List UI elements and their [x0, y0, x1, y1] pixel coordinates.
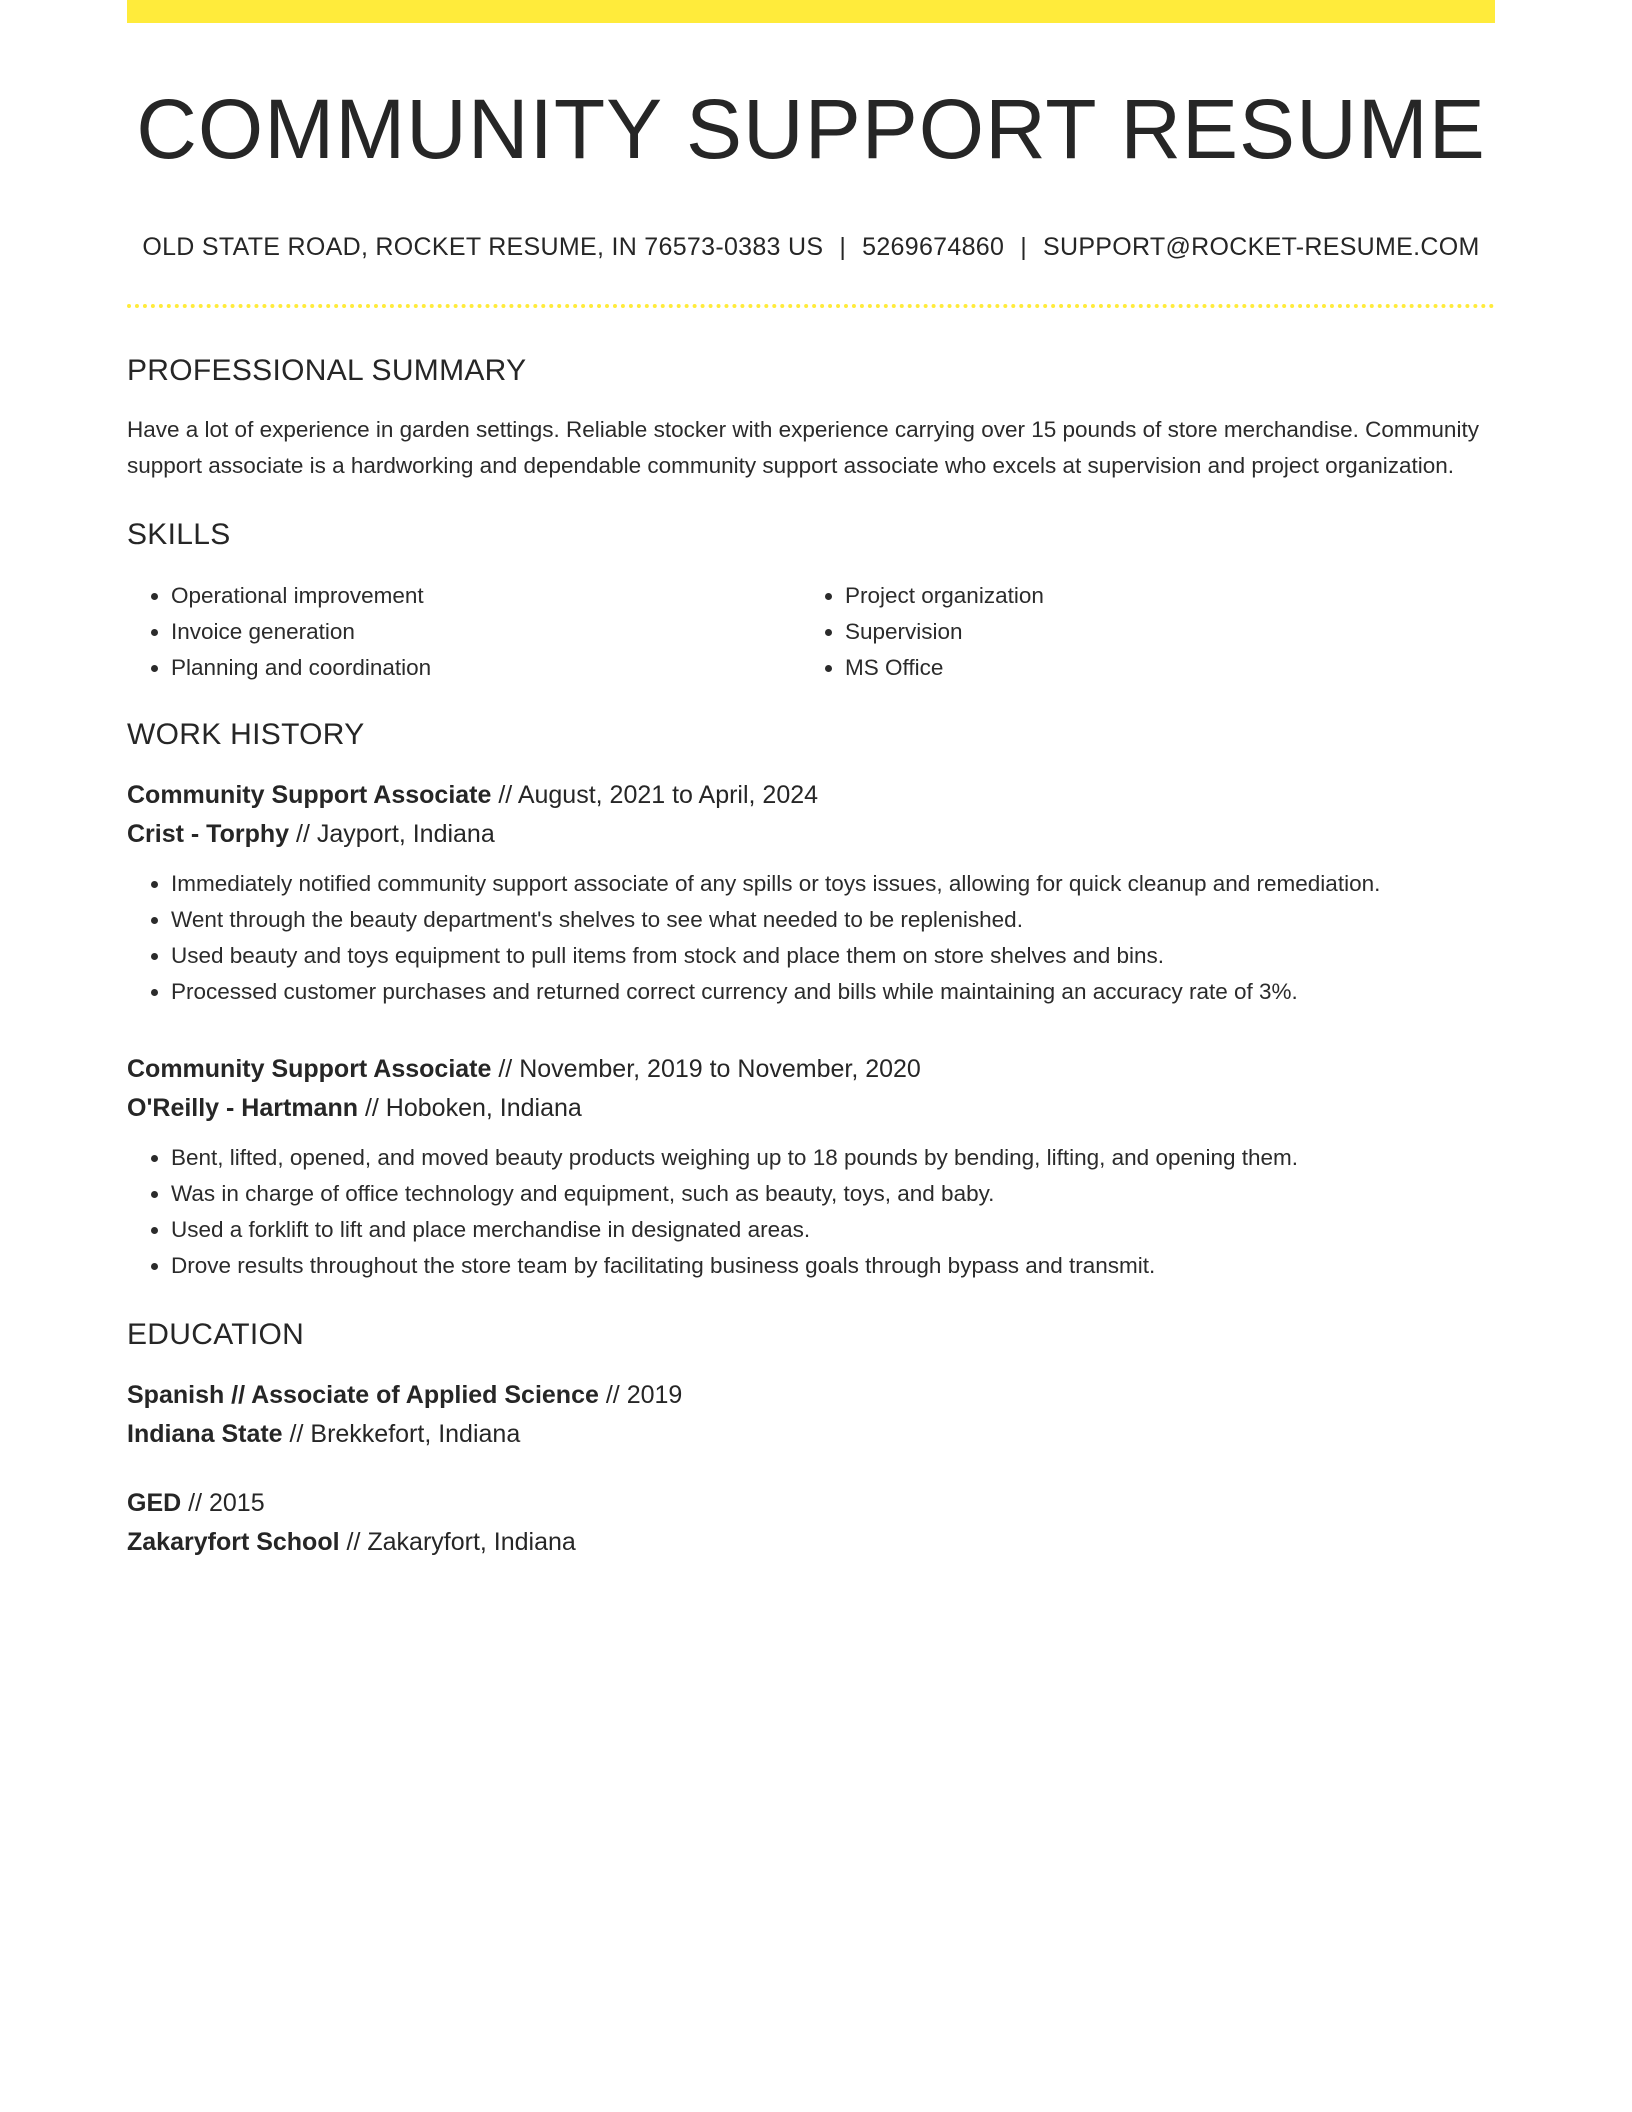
education-year: 2015	[208, 1489, 265, 1518]
education-degree-line	[127, 1484, 1495, 1523]
job-role-line	[127, 776, 1495, 815]
education-separator: //	[339, 1528, 368, 1557]
contact-phone: 5269674860	[862, 233, 1005, 262]
education-entry	[127, 1484, 1495, 1562]
job-company: Crist - Torphy	[127, 820, 290, 849]
contact-separator: |	[839, 233, 847, 262]
job-bullet: • Went through the beauty department's shelves to see what needed to be replenished.	[171, 902, 1495, 938]
job-bullet: • Bent, lifted, opened, and moved beauty products weighing up to 18 pounds by bending, lifting, and opening them.	[171, 1140, 1495, 1176]
summary-text: Have a lot of experience in garden settings. Reliable stocker with experience carrying over 15 pounds of store merchandise. Community support associate is a hardworking and dependable community support associate who excels at supervision and project organization.	[127, 417, 1479, 479]
education-entry	[127, 1376, 1495, 1454]
resume-title: COMMUNITY SUPPORT RESUME	[136, 82, 1486, 176]
job-company-line	[127, 815, 1495, 854]
contact-address: OLD STATE ROAD, ROCKET RESUME, IN 76573-0383 US	[142, 233, 824, 262]
job-bullet: • Was in charge of office technology and equipment, such as beauty, toys, and baby.	[171, 1176, 1495, 1212]
work-history-heading: WORK HISTORY	[127, 718, 365, 752]
education-heading: EDUCATION	[127, 1318, 305, 1352]
summary-heading: PROFESSIONAL SUMMARY	[127, 354, 527, 388]
contact-email: SUPPORT@ROCKET-RESUME.COM	[1042, 233, 1480, 262]
job-separator: //	[491, 781, 518, 810]
contact-line	[127, 233, 1495, 262]
job-location: Hoboken, Indiana	[385, 1094, 582, 1123]
education-school-line	[127, 1523, 1495, 1562]
education-degree: GED	[127, 1489, 182, 1518]
education-location: Brekkefort, Indiana	[310, 1420, 521, 1449]
education-school-line	[127, 1415, 1495, 1454]
education-separator: //	[181, 1489, 209, 1518]
skill-item: • Planning and coordination	[171, 650, 801, 686]
skill-item: • Project organization	[845, 578, 1475, 614]
skills-heading: SKILLS	[127, 518, 231, 552]
education-separator: //	[282, 1420, 311, 1449]
job-entry	[127, 776, 1495, 1010]
job-bullets	[127, 1140, 1495, 1284]
job-bullet: • Processed customer purchases and returned correct currency and bills while maintaining an accuracy rate of 3%.	[171, 974, 1495, 1010]
job-bullet: • Drove results throughout the store team by facilitating business goals through bypass and transmit.	[171, 1248, 1495, 1284]
skill-item: • Supervision	[845, 614, 1475, 650]
job-bullet: • Used beauty and toys equipment to pull items from stock and place them on store shelves and bins.	[171, 938, 1495, 974]
skill-item: • Invoice generation	[171, 614, 801, 650]
job-role-line	[127, 1050, 1495, 1089]
job-dates: August, 2021 to April, 2024	[517, 781, 819, 810]
education-year: 2019	[626, 1381, 683, 1410]
resume-page	[127, 0, 1495, 1562]
education-degree-line	[127, 1376, 1495, 1415]
education-degree: Spanish // Associate of Applied Science	[127, 1381, 599, 1410]
contact-separator: |	[1020, 233, 1027, 262]
job-company: O'Reilly - Hartmann	[127, 1094, 358, 1123]
education-school: Indiana State	[127, 1420, 283, 1449]
job-bullets	[127, 866, 1495, 1010]
skill-item: • MS Office	[845, 650, 1475, 686]
dotted-divider	[127, 304, 1495, 308]
skills-column-right	[801, 578, 1475, 686]
skills-grid	[127, 578, 1495, 686]
job-location: Jayport, Indiana	[316, 820, 495, 849]
accent-top-bar	[127, 0, 1495, 23]
job-separator: //	[358, 1094, 386, 1123]
education-separator: //	[598, 1381, 627, 1410]
job-role: Community Support Associate	[127, 781, 492, 810]
education-school: Zakaryfort School	[127, 1528, 340, 1557]
job-dates: November, 2019 to November, 2020	[519, 1055, 921, 1084]
skills-column-left	[127, 578, 801, 686]
skill-item: • Operational improvement	[171, 578, 801, 614]
job-company-line	[127, 1089, 1495, 1128]
job-separator: //	[491, 1055, 520, 1084]
job-entry	[127, 1050, 1495, 1284]
job-role: Community Support Associate	[127, 1055, 492, 1084]
job-separator: //	[289, 820, 317, 849]
education-location: Zakaryfort, Indiana	[367, 1528, 576, 1557]
job-bullet: • Immediately notified community support associate of any spills or toys issues, allowing for quick cleanup and remediation.	[171, 866, 1495, 902]
job-bullet: • Used a forklift to lift and place merchandise in designated areas.	[171, 1212, 1495, 1248]
